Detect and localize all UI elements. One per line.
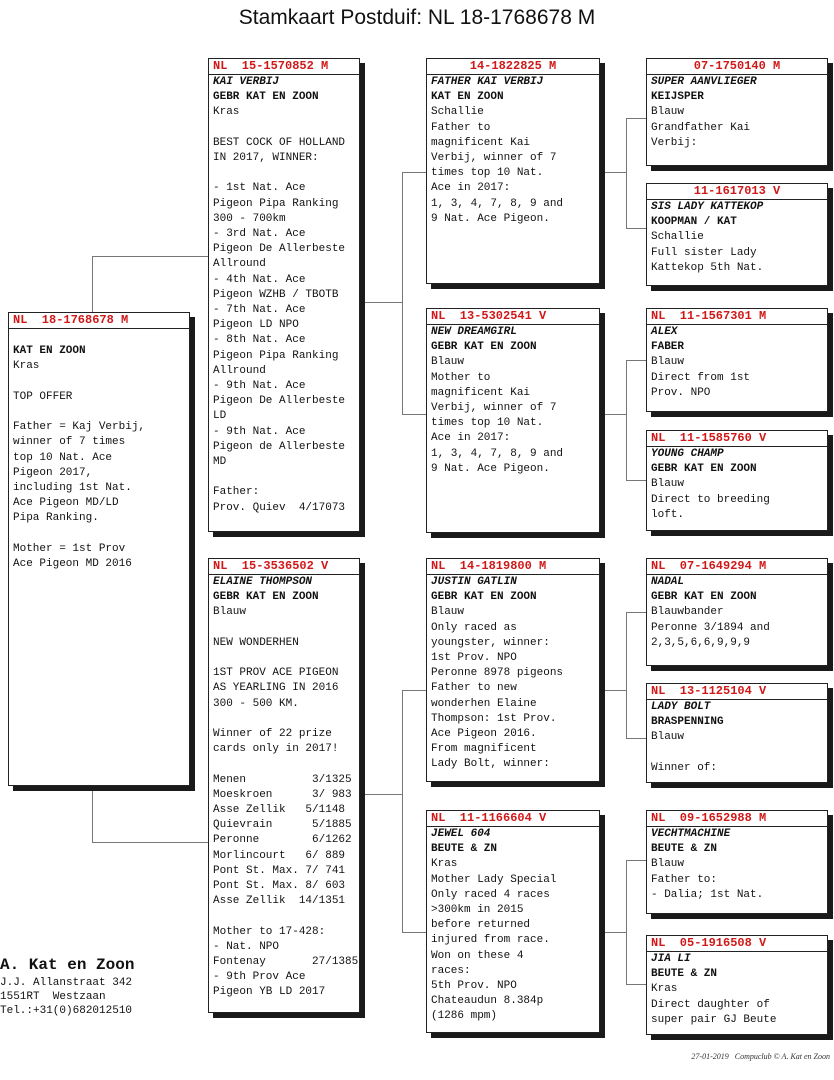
pigeon-color: Schallie xyxy=(431,106,484,119)
connector xyxy=(600,414,626,415)
pigeon-color: Schallie xyxy=(651,231,704,244)
pigeon-color: Kras xyxy=(651,983,678,996)
card-text-line: Only raced 4 races xyxy=(431,888,550,901)
card-text-line: - 7th Nat. Ace xyxy=(213,304,306,317)
card-text-line: super pair GJ Beute xyxy=(651,1013,777,1026)
card-text-line: Won on these 4 xyxy=(431,949,524,962)
card-text-line: Father: xyxy=(213,486,260,499)
card-text-line xyxy=(213,121,355,136)
card-text-line: MD xyxy=(213,456,227,469)
card-text-line: magnificent Kai xyxy=(431,386,531,399)
card-text-line: injured from race. xyxy=(431,934,550,947)
card-text-line: 9 Nat. Ace Pigeon. xyxy=(431,212,550,225)
card-text-line xyxy=(213,909,355,924)
breeder-name: BEUTE & ZN xyxy=(651,843,718,856)
connector xyxy=(360,794,402,795)
card-text-line: Thompson: 1st Prov. xyxy=(431,712,557,725)
connector xyxy=(626,360,627,480)
card-text-line: Ace Pigeon MD 2016 xyxy=(13,557,132,570)
connector xyxy=(626,860,646,861)
great-grandparent-card-mmm[interactable] xyxy=(646,935,828,1035)
card-text-line: - 8th Nat. Ace xyxy=(213,334,306,347)
pigeon-name: ALEX xyxy=(651,326,678,338)
breeder-name: GEBR KAT EN ZOON xyxy=(651,591,757,604)
mother-card[interactable] xyxy=(208,558,360,1013)
connector xyxy=(600,690,626,691)
card-text-line: Peronne 3/1894 and xyxy=(651,621,770,634)
card-text-line: winner of 7 times xyxy=(13,436,126,449)
breeder-name: BEUTE & ZN xyxy=(431,843,498,856)
connector xyxy=(402,690,426,691)
ring-number: NL 15-1570852 M xyxy=(209,59,359,75)
breeder-name: KAT EN ZOON xyxy=(431,91,504,104)
card-text-line xyxy=(213,621,355,636)
connector xyxy=(600,172,626,173)
card-text-line xyxy=(13,375,185,390)
pigeon-color: Blauw xyxy=(651,106,685,119)
ring-number: 11-1617013 V xyxy=(647,184,827,200)
page-title: Stamkaart Postduif: NL 18-1768678 M xyxy=(238,6,596,29)
pigeon-name: KAI VERBIJ xyxy=(213,76,280,88)
pigeon-name: NADAL xyxy=(651,576,685,588)
card-text-line: 300 - 500 KM. xyxy=(213,697,299,710)
card-text-line: Lady Bolt, winner: xyxy=(431,758,550,771)
card-text-line: Winner of 22 prize xyxy=(213,727,332,740)
ring-number: 14-1822825 M xyxy=(427,59,599,75)
card-text-line: - Nat. NPO xyxy=(213,940,280,953)
card-text-line: IN 2017, WINNER: xyxy=(213,152,319,164)
card-text-line: before returned xyxy=(431,919,531,932)
ring-number: NL 09-1652988 M xyxy=(647,811,827,827)
card-text-line: Morlincourt 6/ 889 xyxy=(213,849,346,862)
card-text-line: Ace in 2017: xyxy=(431,182,511,195)
card-text-line: (1286 mpm) xyxy=(431,1010,498,1023)
card-text-line: Pont St. Max. 8/ 603 xyxy=(213,880,346,892)
card-text-line: Father to xyxy=(431,121,491,134)
card-text-line: top 10 Nat. Ace xyxy=(13,451,113,464)
great-grandparent-card-fff[interactable] xyxy=(646,58,828,166)
paternal-grandmother-card[interactable] xyxy=(426,308,600,533)
pigeon-color: Blauw xyxy=(651,731,685,744)
card-text-line: times top 10 Nat. xyxy=(431,167,544,180)
great-grandparent-card-fmm[interactable] xyxy=(646,430,828,531)
connector xyxy=(626,360,646,361)
footer-copyright: 27-01-2019 Compuclub © A. Kat en Zoon xyxy=(691,1052,830,1061)
pigeon-name: SIS LADY KATTEKOP xyxy=(651,201,764,213)
card-text-line: loft. xyxy=(651,508,685,521)
card-text-line xyxy=(213,757,355,772)
card-text-line: - 1st Nat. Ace xyxy=(213,182,306,195)
owner-name: A. Kat en Zoon xyxy=(0,956,135,974)
card-text-line: Kattekop 5th Nat. xyxy=(651,261,764,274)
card-text-line: magnificent Kai xyxy=(431,136,531,149)
card-text-line xyxy=(213,166,355,181)
card-text-line: Allround xyxy=(213,364,266,377)
card-text-line: Father to: xyxy=(651,873,718,886)
card-text-line: - 9th Prov Ace xyxy=(213,971,306,984)
ring-number: NL 11-1567301 M xyxy=(647,309,827,325)
connector xyxy=(92,786,93,842)
pigeon-name: NEW DREAMGIRL xyxy=(431,326,517,338)
card-text-line: - 4th Nat. Ace xyxy=(213,273,306,286)
card-text-line xyxy=(213,651,355,666)
pigeon-color: Blauw xyxy=(651,356,685,369)
ring-number: NL 15-3536502 V xyxy=(209,559,359,575)
card-text-line: Winner of: xyxy=(651,761,718,774)
card-text-line: races: xyxy=(431,964,471,977)
card-text-line: Pigeon Pipa Ranking xyxy=(213,349,339,362)
pigeon-name: SUPER AANVLIEGER xyxy=(651,76,757,88)
connector xyxy=(92,842,208,843)
card-text-line: 1, 3, 4, 7, 8, 9 and xyxy=(431,447,564,460)
card-text-line: Direct to breeding xyxy=(651,493,770,506)
ring-number: 07-1750140 M xyxy=(647,59,827,75)
card-text-line: Pigeon YB LD 2017 xyxy=(213,986,326,999)
card-text-line: >300km in 2015 xyxy=(431,904,524,917)
pigeon-color: Blauw xyxy=(213,606,247,619)
card-text-line xyxy=(213,712,355,727)
card-text-line: Pigeon 2017, xyxy=(13,466,93,479)
subject-pigeon-card[interactable] xyxy=(8,312,190,786)
card-text-line: Prov. NPO xyxy=(651,386,711,399)
pigeon-color: Kras xyxy=(431,858,458,871)
breeder-name: FABER xyxy=(651,341,685,354)
card-text-line xyxy=(13,405,185,420)
connector xyxy=(92,256,208,257)
card-text-line: 9 Nat. Ace Pigeon. xyxy=(431,462,550,475)
connector xyxy=(402,414,426,415)
connector xyxy=(626,984,646,985)
card-text-line: times top 10 Nat. xyxy=(431,417,544,430)
card-text-line xyxy=(13,527,185,542)
card-text-line: Pigeon de Allerbeste xyxy=(213,440,346,453)
pigeon-name: JUSTIN GATLIN xyxy=(431,576,517,588)
breeder-name: GEBR KAT EN ZOON xyxy=(431,341,537,354)
maternal-grandfather-card[interactable] xyxy=(426,558,600,782)
card-text-line: - 9th Nat. Ace xyxy=(213,380,306,393)
ring-number: NL 18-1768678 M xyxy=(9,313,189,329)
ring-number: NL 11-1166604 V xyxy=(427,811,599,827)
pigeon-color: Blauw xyxy=(651,858,685,871)
breeder-name: KAT EN ZOON xyxy=(13,345,86,358)
card-text-line: Peronne 8978 pigeons xyxy=(431,667,564,680)
pigeon-name: FATHER KAI VERBIJ xyxy=(431,76,544,88)
pigeon-name: LADY BOLT xyxy=(651,701,711,713)
card-text-line: 300 - 700km xyxy=(213,212,286,225)
card-text-line: Ace in 2017: xyxy=(431,432,511,445)
card-text-line: From magnificent xyxy=(431,743,537,756)
ring-number: NL 05-1916508 V xyxy=(647,936,827,952)
pigeon-name: JIA LI xyxy=(651,953,691,965)
card-text-line: wonderhen Elaine xyxy=(431,697,537,710)
ring-number: NL 07-1649294 M xyxy=(647,559,827,575)
connector xyxy=(92,256,93,314)
card-text-line: 1st Prov. NPO xyxy=(431,652,517,665)
card-text-line: Mother to xyxy=(431,371,491,384)
owner-city: 1551RT Westzaan xyxy=(0,991,106,1003)
card-text-line: Quievrain 5/1885 xyxy=(213,819,352,832)
owner-phone: Tel.:+31(0)682012510 xyxy=(0,1005,133,1017)
connector xyxy=(626,612,627,738)
card-text-line xyxy=(13,329,185,344)
card-text-line: Grandfather Kai xyxy=(651,121,751,134)
card-text-line: Prov. Quiev 4/17073 xyxy=(213,501,346,514)
card-text-line: Direct daughter of xyxy=(651,998,770,1011)
card-text-line: Peronne 6/1262 xyxy=(213,834,352,847)
card-text-line: Father = Kaj Verbij, xyxy=(13,421,146,434)
card-text-line: Pigeon De Allerbeste xyxy=(213,395,346,408)
card-text-line: 2,3,5,6,6,9,9,9 xyxy=(651,636,751,649)
card-text-line: Pigeon De Allerbeste xyxy=(213,243,346,256)
connector xyxy=(626,118,646,119)
great-grandparent-card-mmf[interactable] xyxy=(646,810,828,914)
card-text-line: Ace Pigeon MD/LD xyxy=(13,497,119,510)
connector xyxy=(626,228,646,229)
card-text-line: NEW WONDERHEN xyxy=(213,636,299,649)
card-text-line: Father to new xyxy=(431,682,517,695)
pigeon-name: YOUNG CHAMP xyxy=(651,448,724,460)
card-text-line: - 9th Nat. Ace xyxy=(213,425,306,438)
connector xyxy=(360,302,402,303)
card-text-line: Ace Pigeon 2016. xyxy=(431,728,537,741)
pigeon-color: Kras xyxy=(13,360,40,373)
card-text-line: Moeskroen 3/ 983 xyxy=(213,788,352,801)
card-text-line: Mother to 17-428: xyxy=(213,925,326,938)
breeder-name: BRASPENNING xyxy=(651,716,724,729)
connector xyxy=(626,118,627,228)
owner-address: J.J. Allanstraat 342 xyxy=(0,977,133,989)
connector xyxy=(402,172,426,173)
card-text-line: Verbij: xyxy=(651,136,698,149)
pigeon-color: Blauw xyxy=(431,356,465,369)
card-text-line xyxy=(651,746,823,761)
paternal-grandfather-card[interactable] xyxy=(426,58,600,284)
card-text-line: Mother = 1st Prov xyxy=(13,542,126,555)
card-text-line: Fontenay 27/1385 xyxy=(213,956,359,968)
card-text-line: Verbij, winner of 7 xyxy=(431,402,557,415)
breeder-name: GEBR KAT EN ZOON xyxy=(431,591,537,604)
great-grandparent-card-ffm[interactable] xyxy=(646,183,828,286)
card-text-line: Pigeon LD NPO xyxy=(213,319,299,332)
connector xyxy=(626,738,646,739)
breeder-name: BEUTE & ZN xyxy=(651,968,718,981)
card-text-line: - 3rd Nat. Ace xyxy=(213,228,306,240)
pigeon-name: ELAINE THOMPSON xyxy=(213,576,313,588)
card-text-line: Pipa Ranking. xyxy=(13,512,99,525)
breeder-name: KEIJSPER xyxy=(651,91,704,104)
pigeon-color: Blauwbander xyxy=(651,606,724,619)
card-text-line: Verbij, winner of 7 xyxy=(431,152,557,165)
father-card[interactable] xyxy=(208,58,360,532)
connector xyxy=(626,860,627,984)
pigeon-name: VECHTMACHINE xyxy=(651,828,731,840)
card-text-line: 5th Prov. NPO xyxy=(431,980,517,993)
card-text-line: LD xyxy=(213,410,227,423)
connector xyxy=(626,612,646,613)
card-text-line: Asse Zellik 5/1148 xyxy=(213,803,346,816)
card-text-line: - Dalia; 1st Nat. xyxy=(651,888,764,901)
card-text-line: Direct from 1st xyxy=(651,371,751,384)
card-text-line: TOP OFFER xyxy=(13,390,73,403)
card-text-line: cards only in 2017! xyxy=(213,743,339,756)
pigeon-color: Kras xyxy=(213,106,240,119)
ring-number: NL 11-1585760 V xyxy=(647,431,827,447)
breeder-name: KOOPMAN / KAT xyxy=(651,216,737,229)
card-text-line: Only raced as xyxy=(431,621,517,634)
card-text-line: Chateaudun 8.384p xyxy=(431,995,544,1008)
card-text-line: including 1st Nat. xyxy=(13,481,132,494)
card-text-line: Asse Zellik 14/1351 xyxy=(213,895,346,908)
connector xyxy=(600,932,626,933)
pigeon-name: JEWEL 604 xyxy=(431,828,491,840)
card-text-line: Pont St. Max. 7/ 741 xyxy=(213,864,346,877)
card-text-line: Pigeon WZHB / TBOTB xyxy=(213,288,339,301)
card-text-line: youngster, winner: xyxy=(431,636,550,649)
great-grandparent-card-fmf[interactable] xyxy=(646,308,828,412)
connector xyxy=(402,172,403,414)
ring-number: NL 13-1125104 V xyxy=(647,684,827,700)
connector xyxy=(626,480,646,481)
great-grandparent-card-mfm[interactable] xyxy=(646,683,828,783)
card-text-line: Menen 3/1325 xyxy=(213,773,352,786)
card-text-line: 1ST PROV ACE PIGEON xyxy=(213,667,339,680)
card-text-line: AS YEARLING IN 2016 xyxy=(213,682,339,695)
pigeon-color: Blauw xyxy=(431,606,465,619)
breeder-name: GEBR KAT EN ZOON xyxy=(213,591,319,604)
connector xyxy=(402,690,403,932)
card-text-line xyxy=(213,470,355,485)
connector xyxy=(402,932,426,933)
ring-number: NL 13-5302541 V xyxy=(427,309,599,325)
card-text-line: Allround xyxy=(213,258,266,271)
great-grandparent-card-mff[interactable] xyxy=(646,558,828,666)
card-text-line: BEST COCK OF HOLLAND xyxy=(213,136,346,149)
ring-number: NL 14-1819800 M xyxy=(427,559,599,575)
breeder-name: GEBR KAT EN ZOON xyxy=(651,463,757,476)
card-text-line: Mother Lady Special xyxy=(431,873,557,886)
maternal-grandmother-card[interactable] xyxy=(426,810,600,1033)
card-text-line: Full sister Lady xyxy=(651,246,757,259)
pigeon-color: Blauw xyxy=(651,478,685,491)
card-text-line: Pigeon Pipa Ranking xyxy=(213,197,339,210)
breeder-name: GEBR KAT EN ZOON xyxy=(213,91,319,104)
card-text-line: 1, 3, 4, 7, 8, 9 and xyxy=(431,197,564,210)
